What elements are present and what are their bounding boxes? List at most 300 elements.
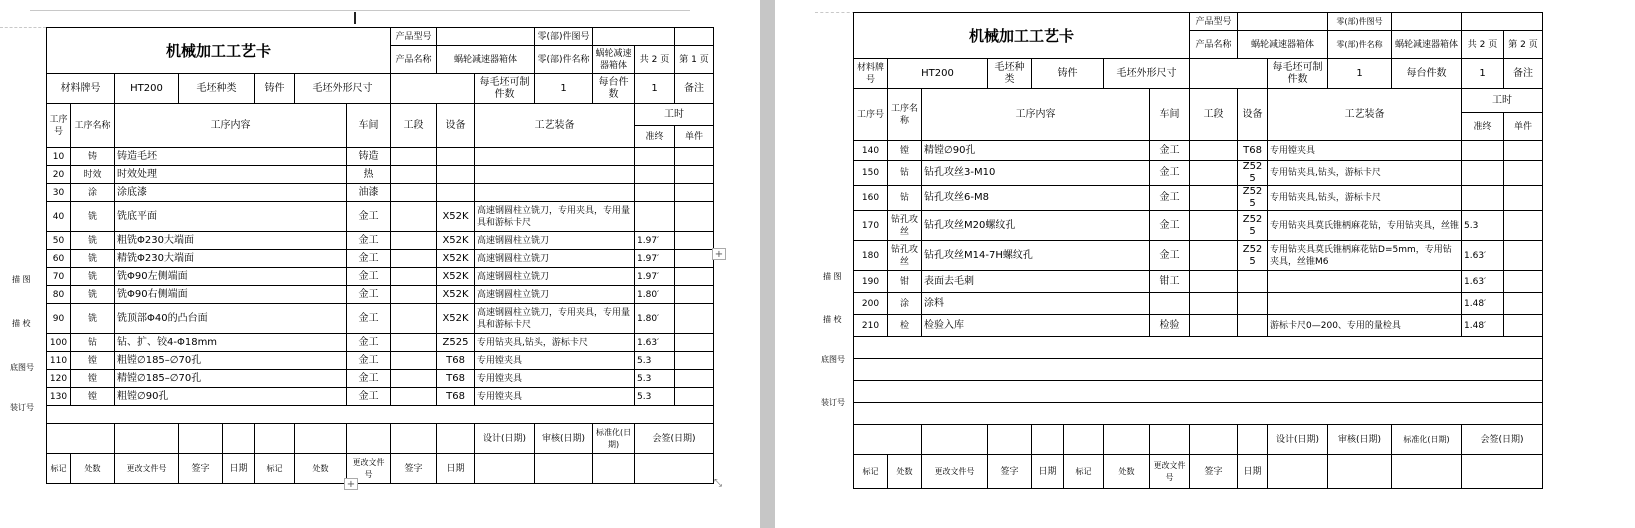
- header-time: 工时: [635, 104, 714, 126]
- footer-mark-2: 标记: [1064, 455, 1104, 489]
- op-name: 检: [888, 315, 922, 337]
- op-equipment: [437, 148, 475, 166]
- process-card-table-page1: [46, 27, 714, 484]
- footer-blank: [347, 424, 391, 454]
- per-blank-label: 每毛坯可制件数: [1268, 59, 1328, 89]
- op-number: 70: [47, 268, 71, 286]
- top-margin-line: [30, 10, 690, 11]
- op-tooling: 专用钻夹具莫氏锥柄麻花钻，专用钻夹具，丝锥: [1268, 211, 1462, 241]
- footer-blank: [1150, 425, 1190, 455]
- footer-blank: [1064, 425, 1104, 455]
- op-workshop: 金工: [1150, 241, 1190, 271]
- op-equipment: T68: [437, 388, 475, 406]
- op-prep-time: 1.63′: [1462, 241, 1504, 271]
- process-row: [47, 250, 714, 268]
- footer-change-doc: 更改文件号: [922, 455, 988, 489]
- footer-standard: 标准化(日期): [593, 424, 635, 454]
- op-section: [391, 250, 437, 268]
- op-prep-time: 5.3: [635, 388, 675, 406]
- op-prep-time: 5.3: [635, 370, 675, 388]
- blank-row: [854, 337, 1543, 359]
- process-row: [854, 315, 1543, 337]
- footer-blank: [437, 424, 475, 454]
- op-unit-time: [1504, 241, 1543, 271]
- material-value: HT200: [115, 74, 179, 104]
- op-tooling: 专用镗夹具: [475, 352, 635, 370]
- op-content: 铣Φ90右侧端面: [115, 286, 347, 304]
- op-equipment: Z525: [1238, 211, 1268, 241]
- process-row: [47, 166, 714, 184]
- process-row: [854, 186, 1543, 211]
- blank-row: [854, 381, 1543, 403]
- op-section: [1190, 161, 1238, 186]
- part-name-value: 蜗轮减速器箱体: [1392, 31, 1462, 59]
- op-content: 粗镗∅90孔: [115, 388, 347, 406]
- op-name: 铣: [71, 202, 115, 232]
- op-name: 镗: [71, 370, 115, 388]
- op-section: [391, 304, 437, 334]
- op-unit-time: [1504, 293, 1543, 315]
- op-section: [1190, 271, 1238, 293]
- op-tooling: [475, 184, 635, 202]
- op-prep-time: [1462, 186, 1504, 211]
- op-unit-time: [675, 370, 714, 388]
- footer-sign: 会签(日期): [635, 424, 714, 454]
- op-number: 170: [854, 211, 888, 241]
- footer-signature: 签字: [179, 454, 223, 484]
- op-prep-time: [635, 166, 675, 184]
- op-number: 140: [854, 141, 888, 161]
- op-prep-time: 1.48′: [1462, 293, 1504, 315]
- footer-blank: [115, 424, 179, 454]
- process-row: [854, 293, 1543, 315]
- card-title: 机械加工工艺卡: [854, 13, 1190, 59]
- op-prep-time: [635, 148, 675, 166]
- op-tooling: 专用镗夹具: [475, 388, 635, 406]
- product-model-value: [1238, 13, 1328, 31]
- op-name: 钻: [888, 186, 922, 211]
- left-document-page: [0, 0, 760, 528]
- op-number: 100: [47, 334, 71, 352]
- footer-count: 处数: [71, 454, 115, 484]
- op-equipment: T68: [437, 370, 475, 388]
- footer-count: 处数: [888, 455, 922, 489]
- footer-blank: [922, 425, 988, 455]
- per-unit-value: 1: [635, 74, 675, 104]
- op-workshop: 金工: [347, 232, 391, 250]
- per-unit-value: 1: [1462, 59, 1504, 89]
- header-unit: 单件: [1504, 113, 1543, 141]
- op-content: 钻孔攻丝M14-7H螺纹孔: [922, 241, 1150, 271]
- process-row: [47, 304, 714, 334]
- op-unit-time: [675, 250, 714, 268]
- process-row: [47, 148, 714, 166]
- op-equipment: X52K: [437, 202, 475, 232]
- op-unit-time: [675, 202, 714, 232]
- op-unit-time: [1504, 211, 1543, 241]
- op-workshop: 金工: [347, 352, 391, 370]
- process-row: [854, 211, 1543, 241]
- op-equipment: X52K: [437, 286, 475, 304]
- op-unit-time: [675, 166, 714, 184]
- op-name: 镗: [888, 141, 922, 161]
- header-time: 工时: [1462, 89, 1543, 113]
- footer-blank: [1104, 425, 1150, 455]
- product-model-label: 产品型号: [1190, 13, 1238, 31]
- process-row: [47, 268, 714, 286]
- footer-blank: [635, 454, 714, 484]
- add-row-button[interactable]: +: [344, 478, 358, 490]
- op-workshop: [1150, 293, 1190, 315]
- header-content: 工序内容: [922, 89, 1150, 141]
- side-label-base-drawing: 底图号: [821, 355, 845, 364]
- product-model-label: 产品型号: [391, 28, 437, 46]
- part-name-label: 零(部)件名称: [535, 46, 593, 74]
- op-workshop: 金工: [1150, 211, 1190, 241]
- material-label: 材料牌号: [47, 74, 115, 104]
- op-content: 铣底平面: [115, 202, 347, 232]
- op-prep-time: 1.97′: [635, 250, 675, 268]
- op-name: 镗: [71, 388, 115, 406]
- op-unit-time: [1504, 161, 1543, 186]
- op-tooling: 专用钻夹具莫氏锥柄麻花钻D=5mm，专用钻夹具，丝锥M6: [1268, 241, 1462, 271]
- op-prep-time: 1.63′: [1462, 271, 1504, 293]
- per-blank-value: 1: [1328, 59, 1392, 89]
- empty-cell: [1462, 13, 1543, 31]
- margin-guide: [0, 27, 46, 28]
- footer-blank: [1032, 425, 1064, 455]
- footer-standard: 标准化(日期): [1392, 425, 1462, 455]
- op-workshop: 金工: [1150, 186, 1190, 211]
- blank-row: [47, 406, 714, 424]
- part-drawing-label: 零(部)件图号: [535, 28, 593, 46]
- op-section: [1190, 141, 1238, 161]
- op-number: 40: [47, 202, 71, 232]
- op-content: 钻孔攻丝M20螺纹孔: [922, 211, 1150, 241]
- op-unit-time: [675, 148, 714, 166]
- op-section: [391, 184, 437, 202]
- op-content: 涂料: [922, 293, 1150, 315]
- op-number: 210: [854, 315, 888, 337]
- remark-label: 备注: [1504, 59, 1543, 89]
- op-workshop: 金工: [347, 370, 391, 388]
- header-tooling: 工艺装备: [1268, 89, 1462, 141]
- blank-size-label: 毛坯外形尺寸: [295, 74, 391, 104]
- process-row: [854, 141, 1543, 161]
- footer-change-doc-2: 更改文件号: [1150, 455, 1190, 489]
- op-section: [391, 148, 437, 166]
- op-unit-time: [675, 286, 714, 304]
- op-prep-time: [635, 202, 675, 232]
- op-name: 铣: [71, 268, 115, 286]
- header-prep: 准终: [635, 126, 675, 148]
- remark-label: 备注: [675, 74, 714, 104]
- op-name: 镗: [71, 352, 115, 370]
- footer-date-2: 日期: [437, 454, 475, 484]
- op-unit-time: [675, 334, 714, 352]
- op-prep-time: [1462, 161, 1504, 186]
- op-number: 60: [47, 250, 71, 268]
- footer-count-2: 处数: [295, 454, 347, 484]
- side-label-trace: 描 图: [12, 275, 31, 284]
- op-prep-time: 1.63′: [635, 334, 675, 352]
- op-tooling: 高速钢圆柱立铣刀: [475, 286, 635, 304]
- op-tooling: 高速钢圆柱立铣刀，专用夹具，专用量具和游标卡尺: [475, 202, 635, 232]
- op-number: 190: [854, 271, 888, 293]
- op-section: [1190, 241, 1238, 271]
- header-prep: 准终: [1462, 113, 1504, 141]
- part-name-value: 蜗轮减速器箱体: [593, 46, 635, 74]
- header-content: 工序内容: [115, 104, 347, 148]
- op-number: 130: [47, 388, 71, 406]
- op-workshop: 铸造: [347, 148, 391, 166]
- op-name: 钳: [888, 271, 922, 293]
- op-section: [391, 202, 437, 232]
- op-number: 150: [854, 161, 888, 186]
- process-row: [47, 286, 714, 304]
- footer-design: 设计(日期): [475, 424, 535, 454]
- op-unit-time: [1504, 271, 1543, 293]
- op-name: 铣: [71, 232, 115, 250]
- part-drawing-value: [1392, 13, 1462, 31]
- blank-type-value: 铸件: [1032, 59, 1104, 89]
- op-unit-time: [675, 304, 714, 334]
- footer-signature-2: 签字: [391, 454, 437, 484]
- footer-blank: [593, 454, 635, 484]
- part-name-label: 零(部)件名称: [1328, 31, 1392, 59]
- op-workshop: 热: [347, 166, 391, 184]
- footer-count-2: 处数: [1104, 455, 1150, 489]
- product-name-value: 蜗轮减速器箱体: [437, 46, 535, 74]
- part-drawing-value: [593, 28, 675, 46]
- op-tooling: [1268, 293, 1462, 315]
- footer-blank: [1462, 455, 1543, 489]
- blank-row: [854, 403, 1543, 425]
- op-tooling: 专用钻夹具,钻头，游标卡尺: [1268, 161, 1462, 186]
- process-row: [47, 352, 714, 370]
- op-number: 20: [47, 166, 71, 184]
- op-content: 钻孔攻丝6-M8: [922, 186, 1150, 211]
- per-unit-label: 每台件数: [593, 74, 635, 104]
- per-blank-value: 1: [535, 74, 593, 104]
- op-prep-time: 1.80′: [635, 304, 675, 334]
- op-content: 涂底漆: [115, 184, 347, 202]
- op-name: 涂: [888, 293, 922, 315]
- footer-blank: [47, 424, 115, 454]
- add-column-button[interactable]: +: [712, 248, 726, 260]
- blank-type-label: 毛坯种类: [988, 59, 1032, 89]
- op-tooling: 游标卡尺0—200、专用的量检具: [1268, 315, 1462, 337]
- process-row: [47, 184, 714, 202]
- op-prep-time: [1462, 141, 1504, 161]
- op-unit-time: [675, 352, 714, 370]
- part-drawing-label: 零(部)件图号: [1328, 13, 1392, 31]
- op-section: [391, 388, 437, 406]
- op-name: 钻孔攻丝: [888, 241, 922, 271]
- op-number: 30: [47, 184, 71, 202]
- op-unit-time: [675, 388, 714, 406]
- footer-mark-2: 标记: [255, 454, 295, 484]
- footer-sign: 会签(日期): [1462, 425, 1543, 455]
- op-workshop: 金工: [347, 334, 391, 352]
- op-prep-time: 5.3: [635, 352, 675, 370]
- op-workshop: 金工: [347, 304, 391, 334]
- op-equipment: [1238, 271, 1268, 293]
- table-resize-handle[interactable]: ⤡: [714, 478, 722, 489]
- footer-blank: [475, 454, 535, 484]
- op-prep-time: 1.80′: [635, 286, 675, 304]
- op-name: 钻孔攻丝: [888, 211, 922, 241]
- op-equipment: Z525: [1238, 161, 1268, 186]
- page-gutter: [760, 0, 775, 528]
- side-label-binding: 装订号: [821, 398, 845, 407]
- op-content: 精镗∅185–∅70孔: [115, 370, 347, 388]
- op-prep-time: 1.97′: [635, 232, 675, 250]
- footer-blank: [391, 424, 437, 454]
- footer-blank: [1392, 455, 1462, 489]
- op-number: 160: [854, 186, 888, 211]
- footer-change-doc: 更改文件号: [115, 454, 179, 484]
- op-equipment: [1238, 315, 1268, 337]
- footer-date: 日期: [223, 454, 255, 484]
- product-model-value: [437, 28, 535, 46]
- op-name: 铣: [71, 250, 115, 268]
- op-content: 铣Φ90左侧端面: [115, 268, 347, 286]
- footer-review: 审核(日期): [1328, 425, 1392, 455]
- per-unit-label: 每台件数: [1392, 59, 1462, 89]
- op-content: 粗铣Φ230大端面: [115, 232, 347, 250]
- op-name: 钻: [888, 161, 922, 186]
- blank-type-label: 毛坯种类: [179, 74, 255, 104]
- process-row: [854, 241, 1543, 271]
- side-label-check: 描 校: [12, 319, 31, 328]
- op-equipment: X52K: [437, 304, 475, 334]
- op-section: [1190, 186, 1238, 211]
- op-content: 铣顶部Φ40的凸台面: [115, 304, 347, 334]
- page-number: 第 2 页: [1504, 31, 1543, 59]
- footer-blank: [1328, 455, 1392, 489]
- product-name-label: 产品名称: [1190, 31, 1238, 59]
- op-section: [1190, 315, 1238, 337]
- op-tooling: 高速钢圆柱立铣刀: [475, 268, 635, 286]
- op-name: 时效: [71, 166, 115, 184]
- op-section: [1190, 211, 1238, 241]
- op-equipment: X52K: [437, 268, 475, 286]
- header-op-no: 工序号: [854, 89, 888, 141]
- op-section: [391, 286, 437, 304]
- op-number: 110: [47, 352, 71, 370]
- op-tooling: [475, 166, 635, 184]
- op-unit-time: [675, 232, 714, 250]
- op-prep-time: 1.48′: [1462, 315, 1504, 337]
- footer-change-doc-2: 更改文件号: [347, 454, 391, 484]
- op-tooling: 高速钢圆柱立铣刀: [475, 250, 635, 268]
- footer-blank: [223, 424, 255, 454]
- op-content: 精铣Φ230大端面: [115, 250, 347, 268]
- op-content: 精镗∅90孔: [922, 141, 1150, 161]
- op-tooling: 专用钻夹具,钻头，游标卡尺: [475, 334, 635, 352]
- process-row: [47, 232, 714, 250]
- header-tooling: 工艺装备: [475, 104, 635, 148]
- op-workshop: 钳工: [1150, 271, 1190, 293]
- footer-signature-2: 签字: [1190, 455, 1238, 489]
- op-unit-time: [1504, 186, 1543, 211]
- op-workshop: 金工: [347, 268, 391, 286]
- op-equipment: Z525: [437, 334, 475, 352]
- product-name-label: 产品名称: [391, 46, 437, 74]
- op-workshop: 油漆: [347, 184, 391, 202]
- op-tooling: 高速钢圆柱立铣刀，专用夹具，专用量具和游标卡尺: [475, 304, 635, 334]
- op-number: 120: [47, 370, 71, 388]
- header-workshop: 车间: [1150, 89, 1190, 141]
- header-workshop: 车间: [347, 104, 391, 148]
- op-tooling: [1268, 271, 1462, 293]
- op-equipment: Z525: [1238, 241, 1268, 271]
- op-content: 检验入库: [922, 315, 1150, 337]
- material-value: HT200: [888, 59, 988, 89]
- material-label: 材料牌号: [854, 59, 888, 89]
- op-name: 钻: [71, 334, 115, 352]
- right-document-page: [775, 0, 1635, 528]
- footer-blank: [854, 425, 922, 455]
- op-equipment: [437, 166, 475, 184]
- footer-blank: [988, 425, 1032, 455]
- op-equipment: T68: [437, 352, 475, 370]
- op-section: [391, 268, 437, 286]
- process-row: [854, 161, 1543, 186]
- process-row: [47, 388, 714, 406]
- op-workshop: 金工: [1150, 161, 1190, 186]
- header-op-no: 工序号: [47, 104, 71, 148]
- op-unit-time: [1504, 315, 1543, 337]
- side-label-base-drawing: 底图号: [10, 363, 34, 372]
- page-number: 第 1 页: [675, 46, 714, 74]
- op-equipment: Z525: [1238, 186, 1268, 211]
- op-tooling: 专用钻夹具,钻头，游标卡尺: [1268, 186, 1462, 211]
- op-workshop: 金工: [347, 250, 391, 268]
- footer-blank: [179, 424, 223, 454]
- footer-blank: [295, 424, 347, 454]
- process-row: [47, 202, 714, 232]
- op-tooling: [475, 148, 635, 166]
- text-cursor: [354, 12, 356, 24]
- op-tooling: 专用镗夹具: [475, 370, 635, 388]
- card-title: 机械加工工艺卡: [47, 28, 391, 74]
- op-equipment: X52K: [437, 232, 475, 250]
- footer-mark: 标记: [854, 455, 888, 489]
- product-name-value: 蜗轮减速器箱体: [1238, 31, 1328, 59]
- margin-guide: [815, 12, 855, 13]
- op-workshop: 金工: [347, 202, 391, 232]
- op-equipment: [1238, 293, 1268, 315]
- footer-review: 审核(日期): [535, 424, 593, 454]
- footer-blank: [1190, 425, 1238, 455]
- op-equipment: X52K: [437, 250, 475, 268]
- process-row: [47, 334, 714, 352]
- op-number: 180: [854, 241, 888, 271]
- op-unit-time: [1504, 141, 1543, 161]
- op-tooling: 专用镗夹具: [1268, 141, 1462, 161]
- op-content: 钻孔攻丝3-M10: [922, 161, 1150, 186]
- total-pages: 共 2 页: [1462, 31, 1504, 59]
- blank-type-value: 铸件: [255, 74, 295, 104]
- op-content: 表面去毛刺: [922, 271, 1150, 293]
- header-op-name: 工序名称: [71, 104, 115, 148]
- footer-blank: [1238, 425, 1268, 455]
- empty-cell: [675, 28, 714, 46]
- footer-blank: [255, 424, 295, 454]
- header-section: 工段: [1190, 89, 1238, 141]
